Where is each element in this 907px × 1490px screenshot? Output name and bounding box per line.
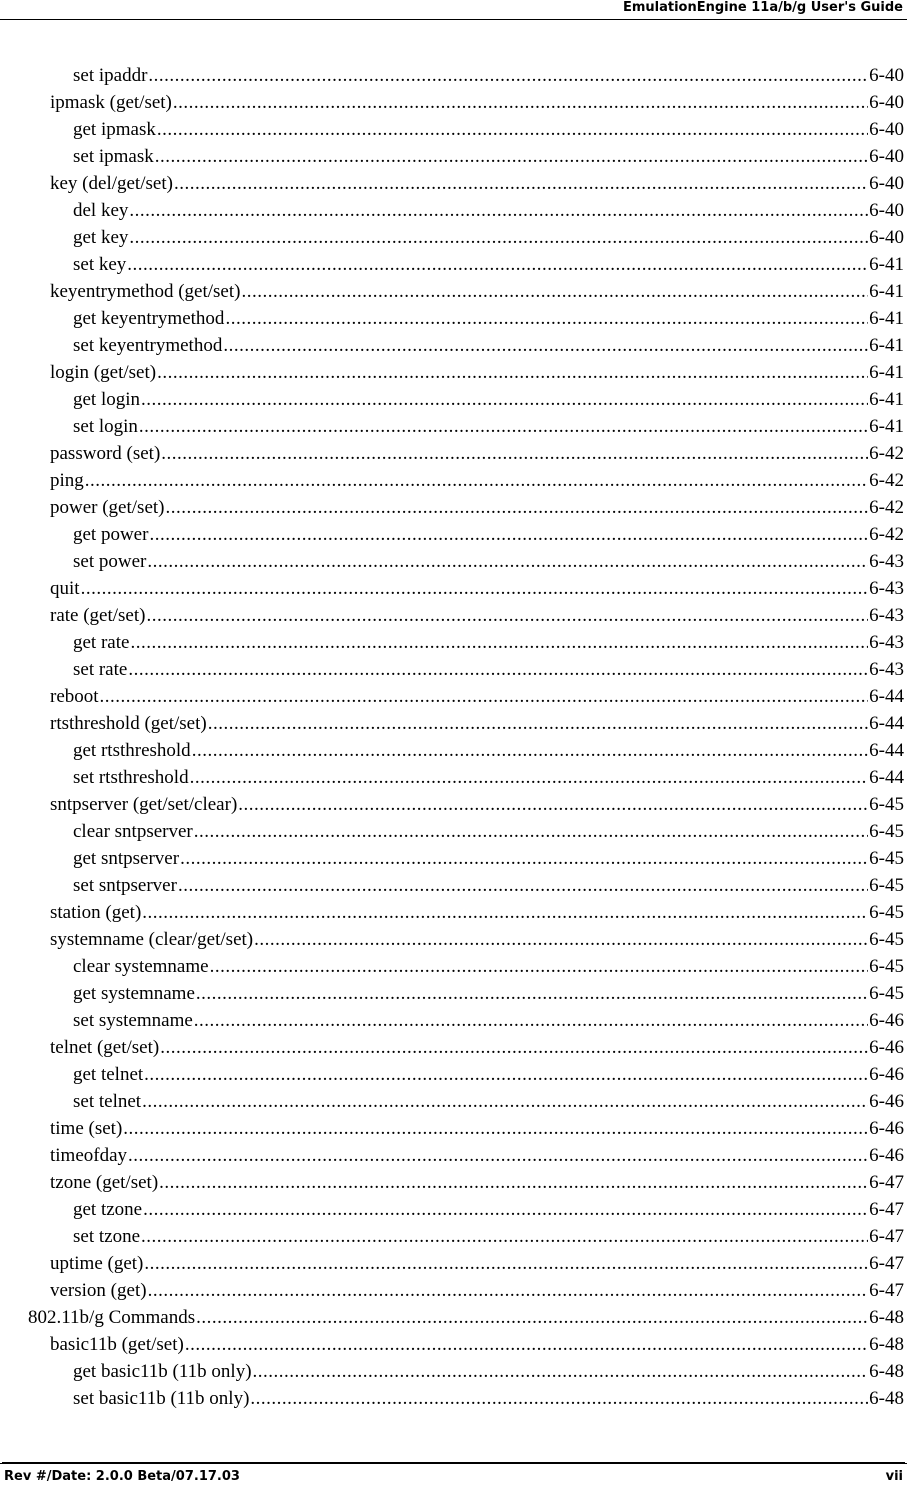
toc-entry-page: 6-41 bbox=[869, 416, 904, 437]
toc-entry-title: get key bbox=[73, 227, 129, 248]
toc-entry-title: get login bbox=[73, 389, 141, 410]
toc-entry-title: del key bbox=[73, 200, 129, 221]
toc-entry-title: password (set) bbox=[50, 443, 161, 464]
toc-dot-leader bbox=[127, 255, 868, 275]
toc-dot-leader bbox=[241, 282, 868, 302]
toc-entry[interactable] bbox=[0, 173, 907, 200]
toc-entry-title: get telnet bbox=[73, 1064, 144, 1085]
toc-entry-line bbox=[73, 390, 904, 410]
toc-entry-title: set telnet bbox=[73, 1091, 142, 1112]
toc-entry[interactable] bbox=[0, 1334, 907, 1361]
toc-dot-leader bbox=[210, 957, 869, 977]
toc-entry[interactable] bbox=[0, 929, 907, 956]
toc-entry-title: set login bbox=[73, 416, 138, 437]
toc-dot-leader bbox=[147, 552, 868, 572]
toc-entry-line bbox=[73, 201, 904, 221]
toc-entry-page: 6-46 bbox=[869, 1145, 904, 1166]
toc-entry-title: get rtsthreshold bbox=[73, 740, 191, 761]
toc-entry-title: set sntpserver bbox=[73, 875, 177, 896]
toc-entry-line bbox=[73, 1092, 904, 1112]
toc-entry-title: set keyentrymethod bbox=[73, 335, 223, 356]
toc-entry[interactable] bbox=[0, 875, 907, 902]
toc-entry-page: 6-45 bbox=[869, 902, 904, 923]
toc-entry-page: 6-42 bbox=[869, 524, 904, 545]
toc-entry-title: telnet (get/set) bbox=[50, 1037, 160, 1058]
toc-entry-title: sntpserver (get/set/clear) bbox=[50, 794, 238, 815]
toc-entry-page: 6-47 bbox=[869, 1253, 904, 1274]
toc-entry-page: 6-45 bbox=[869, 875, 904, 896]
toc-entry[interactable] bbox=[0, 1037, 907, 1064]
toc-entry[interactable] bbox=[0, 1145, 907, 1172]
toc-entry-title: get sntpserver bbox=[73, 848, 180, 869]
toc-entry[interactable] bbox=[0, 659, 907, 686]
toc-entry-page: 6-48 bbox=[869, 1307, 904, 1328]
toc-entry-title: ping bbox=[50, 470, 84, 491]
toc-entry-page: 6-45 bbox=[869, 848, 904, 869]
toc-entry-line bbox=[73, 120, 904, 140]
toc-dot-leader bbox=[142, 1092, 868, 1112]
toc-entry[interactable] bbox=[0, 1064, 907, 1091]
toc-entry-line bbox=[50, 1173, 904, 1193]
toc-entry-line bbox=[50, 1335, 904, 1355]
toc-dot-leader bbox=[139, 417, 868, 437]
toc-entry[interactable] bbox=[0, 200, 907, 227]
toc-entry-title: tzone (get/set) bbox=[50, 1172, 159, 1193]
toc-entry-page: 6-41 bbox=[869, 389, 904, 410]
toc-entry-line bbox=[73, 768, 904, 788]
toc-entry[interactable] bbox=[0, 1091, 907, 1118]
toc-entry-title: 802.11b/g Commands bbox=[28, 1307, 196, 1328]
toc-entry-page: 6-41 bbox=[869, 362, 904, 383]
toc-dot-leader bbox=[128, 660, 868, 680]
toc-dot-leader bbox=[194, 822, 868, 842]
toc-entry-title: get systemname bbox=[73, 983, 195, 1004]
toc-entry-line bbox=[73, 228, 904, 248]
toc-entry-page: 6-43 bbox=[869, 605, 904, 626]
toc-dot-leader bbox=[149, 525, 868, 545]
toc-dot-leader bbox=[129, 228, 868, 248]
toc-entry[interactable] bbox=[0, 416, 907, 443]
toc-entry-line bbox=[73, 336, 904, 356]
toc-entry-title: get power bbox=[73, 524, 149, 545]
toc-entry-line bbox=[73, 552, 904, 572]
toc-entry-line bbox=[73, 255, 904, 275]
toc-dot-leader bbox=[185, 1335, 868, 1355]
toc-entry-line bbox=[73, 1227, 904, 1247]
toc-dot-leader bbox=[160, 1038, 868, 1058]
toc-entry-line bbox=[73, 849, 904, 869]
toc-entry[interactable] bbox=[0, 686, 907, 713]
toc-entry-page: 6-47 bbox=[869, 1172, 904, 1193]
toc-entry-page: 6-45 bbox=[869, 794, 904, 815]
toc-entry-line bbox=[50, 444, 904, 464]
toc-entry-title: get rate bbox=[73, 632, 130, 653]
toc-entry[interactable] bbox=[0, 551, 907, 578]
toc-entry-page: 6-44 bbox=[869, 767, 904, 788]
toc-entry-line bbox=[73, 66, 904, 86]
toc-dot-leader bbox=[155, 147, 868, 167]
toc-entry-title: set power bbox=[73, 551, 147, 572]
toc-entry[interactable] bbox=[0, 1172, 907, 1199]
toc-dot-leader bbox=[141, 1227, 868, 1247]
toc-entry-title: login (get/set) bbox=[50, 362, 157, 383]
toc-dot-leader bbox=[123, 1119, 868, 1139]
toc-entry-line bbox=[50, 1254, 904, 1274]
toc-dot-leader bbox=[141, 390, 868, 410]
toc-entry[interactable] bbox=[0, 470, 907, 497]
toc-entry-title: get keyentrymethod bbox=[73, 308, 225, 329]
toc-entry-title: clear sntpserver bbox=[73, 821, 193, 842]
toc-entry-title: set systemname bbox=[73, 1010, 193, 1031]
toc-entry-title: set tzone bbox=[73, 1226, 141, 1247]
toc-dot-leader bbox=[128, 1146, 868, 1166]
toc-dot-leader bbox=[254, 930, 868, 950]
toc-entry[interactable] bbox=[0, 821, 907, 848]
toc-entry[interactable] bbox=[0, 605, 907, 632]
toc-entry-line bbox=[50, 471, 904, 491]
toc-entry-title: systemname (clear/get/set) bbox=[50, 929, 254, 950]
toc-entry-line bbox=[73, 741, 904, 761]
toc-entry-title: set key bbox=[73, 254, 127, 275]
toc-entry-line bbox=[50, 579, 904, 599]
document-title: EmulationEngine 11a/b/g User's Guide bbox=[622, 0, 903, 15]
toc-entry-page: 6-48 bbox=[869, 1388, 904, 1409]
toc-entry[interactable] bbox=[0, 632, 907, 659]
toc-entry[interactable] bbox=[0, 956, 907, 983]
toc-entry-page: 6-42 bbox=[869, 443, 904, 464]
toc-entry-title: power (get/set) bbox=[50, 497, 165, 518]
toc-dot-leader bbox=[208, 714, 868, 734]
toc-entry-title: ipmask (get/set) bbox=[50, 92, 172, 113]
toc-entry-line bbox=[73, 309, 904, 329]
toc-entry[interactable] bbox=[0, 794, 907, 821]
toc-entry-page: 6-45 bbox=[869, 821, 904, 842]
toc-dot-leader bbox=[144, 1065, 868, 1085]
toc-entry-page: 6-41 bbox=[869, 308, 904, 329]
toc-dot-leader bbox=[178, 876, 868, 896]
toc-entry[interactable] bbox=[0, 1253, 907, 1280]
toc-entry-line bbox=[50, 795, 904, 815]
toc-entry-line bbox=[50, 606, 904, 626]
toc-entry-title: timeofday bbox=[50, 1145, 128, 1166]
toc-entry[interactable] bbox=[0, 308, 907, 335]
toc-entry[interactable] bbox=[0, 740, 907, 767]
toc-entry[interactable] bbox=[0, 1010, 907, 1037]
toc-dot-leader bbox=[192, 741, 868, 761]
toc-entry-page: 6-45 bbox=[869, 956, 904, 977]
toc-entry-title: station (get) bbox=[50, 902, 142, 923]
toc-entry-title: get basic11b (11b only) bbox=[73, 1361, 252, 1382]
toc-entry-page: 6-47 bbox=[869, 1199, 904, 1220]
toc-entry-line bbox=[73, 957, 904, 977]
toc-entry-line bbox=[50, 363, 904, 383]
toc-entry-page: 6-45 bbox=[869, 929, 904, 950]
toc-entry-title: set rate bbox=[73, 659, 128, 680]
toc-dot-leader bbox=[225, 309, 868, 329]
toc-entry[interactable] bbox=[0, 92, 907, 119]
toc-entry[interactable] bbox=[0, 497, 907, 524]
toc-entry-title: set ipaddr bbox=[73, 65, 148, 86]
toc-entry[interactable] bbox=[0, 848, 907, 875]
toc-entry-line bbox=[73, 876, 904, 896]
toc-entry-line bbox=[73, 660, 904, 680]
toc-entry-page: 6-48 bbox=[869, 1361, 904, 1382]
revision-date: Rev #/Date: 2.0.0 Beta/07.17.03 bbox=[4, 1469, 240, 1484]
toc-entry-line bbox=[73, 1389, 904, 1409]
page-footer bbox=[0, 1463, 907, 1490]
toc-entry-page: 6-47 bbox=[869, 1226, 904, 1247]
toc-entry-page: 6-41 bbox=[869, 281, 904, 302]
toc-entry-title: set basic11b (11b only) bbox=[73, 1388, 250, 1409]
toc-entry-title: rtsthreshold (get/set) bbox=[50, 713, 207, 734]
toc-entry-line bbox=[73, 984, 904, 1004]
toc-entry-title: key (del/get/set) bbox=[50, 173, 173, 194]
toc-entry[interactable] bbox=[0, 1388, 907, 1415]
toc-entry-page: 6-48 bbox=[869, 1334, 904, 1355]
toc-entry-line bbox=[73, 633, 904, 653]
toc-dot-leader bbox=[146, 606, 868, 626]
toc-entry-title: set rtsthreshold bbox=[73, 767, 189, 788]
toc-entry-page: 6-40 bbox=[869, 200, 904, 221]
toc-dot-leader bbox=[238, 795, 868, 815]
toc-entry[interactable] bbox=[0, 1118, 907, 1145]
toc-entry[interactable] bbox=[0, 146, 907, 173]
toc-entry-line bbox=[50, 1146, 904, 1166]
toc-dot-leader bbox=[180, 849, 868, 869]
toc-entry-title: set ipmask bbox=[73, 146, 154, 167]
toc-entry-title: reboot bbox=[50, 686, 99, 707]
toc-dot-leader bbox=[196, 1308, 868, 1328]
toc-entry[interactable] bbox=[0, 65, 907, 92]
toc-entry-title: clear systemname bbox=[73, 956, 209, 977]
toc-entry-page: 6-40 bbox=[869, 92, 904, 113]
toc-dot-leader bbox=[223, 336, 868, 356]
toc-dot-leader bbox=[144, 1254, 868, 1274]
toc-entry-page: 6-46 bbox=[869, 1118, 904, 1139]
toc-entry-line bbox=[50, 687, 904, 707]
toc-dot-leader bbox=[85, 471, 868, 491]
toc-entry-line bbox=[50, 1038, 904, 1058]
toc-entry-title: rate (get/set) bbox=[50, 605, 146, 626]
toc-entry-page: 6-44 bbox=[869, 713, 904, 734]
toc-entry[interactable] bbox=[0, 443, 907, 470]
toc-entry-line bbox=[50, 714, 904, 734]
toc-entry-title: get tzone bbox=[73, 1199, 143, 1220]
toc-entry-page: 6-46 bbox=[869, 1091, 904, 1112]
toc-entry[interactable] bbox=[0, 362, 907, 389]
toc-dot-leader bbox=[250, 1389, 868, 1409]
toc-entry-line bbox=[50, 903, 904, 923]
toc-entry-line bbox=[50, 1281, 904, 1301]
toc-entry-line bbox=[73, 1362, 904, 1382]
toc-entry[interactable] bbox=[0, 335, 907, 362]
toc-entry-line bbox=[73, 822, 904, 842]
toc-entry-title: get ipmask bbox=[73, 119, 156, 140]
toc-entry-line bbox=[73, 147, 904, 167]
toc-entry-line bbox=[50, 930, 904, 950]
toc-entry-page: 6-45 bbox=[869, 983, 904, 1004]
toc-entry-page: 6-43 bbox=[869, 551, 904, 572]
toc-dot-leader bbox=[157, 120, 868, 140]
toc-entry-page: 6-42 bbox=[869, 470, 904, 491]
toc-dot-leader bbox=[174, 174, 868, 194]
toc-entry-line bbox=[73, 1200, 904, 1220]
toc-entry-line bbox=[73, 1011, 904, 1031]
page-number: vii bbox=[885, 1469, 903, 1484]
toc-entry-page: 6-43 bbox=[869, 659, 904, 680]
toc-dot-leader bbox=[194, 1011, 868, 1031]
toc-entry[interactable] bbox=[0, 713, 907, 740]
toc-entry[interactable] bbox=[0, 983, 907, 1010]
toc-entry[interactable] bbox=[0, 578, 907, 605]
toc-entry[interactable] bbox=[0, 254, 907, 281]
toc-entry[interactable] bbox=[0, 1226, 907, 1253]
toc-entry[interactable] bbox=[0, 227, 907, 254]
toc-dot-leader bbox=[173, 93, 868, 113]
toc-dot-leader bbox=[253, 1362, 869, 1382]
toc-dot-leader bbox=[81, 579, 869, 599]
toc-entry-line bbox=[50, 93, 904, 113]
toc-entry[interactable] bbox=[0, 524, 907, 551]
toc-entry-page: 6-47 bbox=[869, 1280, 904, 1301]
toc-entry[interactable] bbox=[0, 281, 907, 308]
toc-entry-line bbox=[50, 498, 904, 518]
toc-entry-page: 6-41 bbox=[869, 335, 904, 356]
toc-dot-leader bbox=[148, 66, 868, 86]
toc-entry-page: 6-40 bbox=[869, 173, 904, 194]
toc-entry-line bbox=[50, 1119, 904, 1139]
toc-dot-leader bbox=[100, 687, 869, 707]
toc-entry[interactable] bbox=[0, 767, 907, 794]
toc-entry-line bbox=[73, 1065, 904, 1085]
toc-entry[interactable] bbox=[0, 1199, 907, 1226]
toc-entry-page: 6-42 bbox=[869, 497, 904, 518]
toc-entry-line bbox=[73, 417, 904, 437]
toc-dot-leader bbox=[157, 363, 868, 383]
toc-entry-page: 6-40 bbox=[869, 65, 904, 86]
toc-entry-page: 6-46 bbox=[869, 1064, 904, 1085]
toc-entry-page: 6-46 bbox=[869, 1037, 904, 1058]
toc-entry-title: version (get) bbox=[50, 1280, 147, 1301]
table-of-contents bbox=[0, 65, 907, 1415]
toc-dot-leader bbox=[142, 903, 868, 923]
toc-entry-title: quit bbox=[50, 578, 80, 599]
toc-dot-leader bbox=[148, 1281, 869, 1301]
toc-entry-line bbox=[28, 1308, 904, 1328]
toc-dot-leader bbox=[159, 1173, 868, 1193]
toc-entry-page: 6-46 bbox=[869, 1010, 904, 1031]
toc-entry[interactable] bbox=[0, 119, 907, 146]
toc-entry-page: 6-44 bbox=[869, 686, 904, 707]
toc-entry-page: 6-40 bbox=[869, 227, 904, 248]
toc-entry-page: 6-43 bbox=[869, 632, 904, 653]
toc-entry[interactable] bbox=[0, 1307, 907, 1334]
toc-entry-page: 6-40 bbox=[869, 119, 904, 140]
toc-entry-title: uptime (get) bbox=[50, 1253, 144, 1274]
toc-dot-leader bbox=[130, 633, 868, 653]
toc-entry-page: 6-40 bbox=[869, 146, 904, 167]
toc-entry[interactable] bbox=[0, 1361, 907, 1388]
toc-entry-page: 6-41 bbox=[869, 254, 904, 275]
toc-entry[interactable] bbox=[0, 389, 907, 416]
toc-entry-title: basic11b (get/set) bbox=[50, 1334, 184, 1355]
toc-dot-leader bbox=[143, 1200, 868, 1220]
toc-entry-title: time (set) bbox=[50, 1118, 123, 1139]
toc-dot-leader bbox=[129, 201, 868, 221]
toc-dot-leader bbox=[196, 984, 868, 1004]
toc-entry-line bbox=[50, 174, 904, 194]
toc-entry[interactable] bbox=[0, 1280, 907, 1307]
toc-entry-line bbox=[50, 282, 904, 302]
toc-entry[interactable] bbox=[0, 902, 907, 929]
toc-dot-leader bbox=[165, 498, 868, 518]
toc-entry-page: 6-44 bbox=[869, 740, 904, 761]
page-header bbox=[0, 0, 907, 20]
toc-entry-title: keyentrymethod (get/set) bbox=[50, 281, 241, 302]
toc-entry-line bbox=[73, 525, 904, 545]
toc-entry-page: 6-43 bbox=[869, 578, 904, 599]
toc-dot-leader bbox=[190, 768, 869, 788]
toc-dot-leader bbox=[161, 444, 868, 464]
